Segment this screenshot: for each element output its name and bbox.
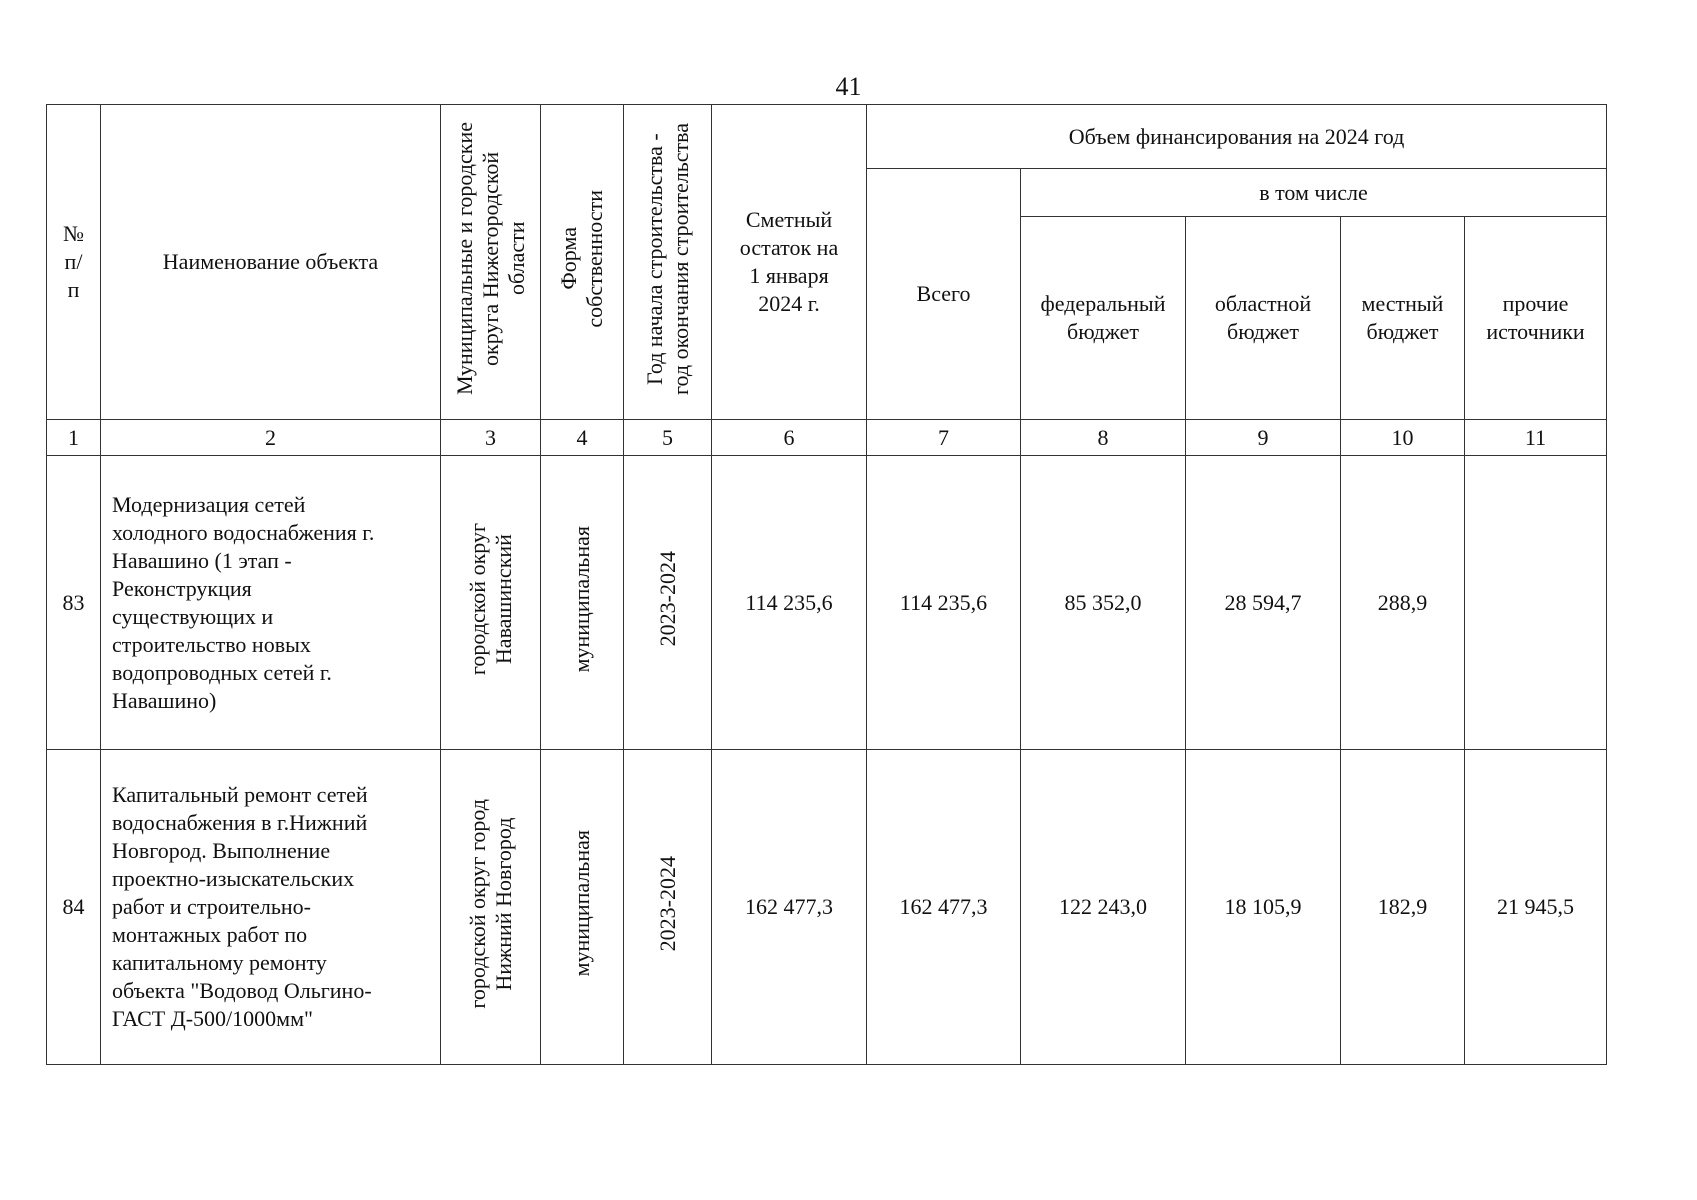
estimate-value: 162 477,3 (712, 750, 867, 1065)
financing-table (46, 104, 1607, 1065)
total-value: 114 235,6 (867, 456, 1021, 750)
municipality-cell (441, 750, 541, 1065)
ownership: муниципальная (569, 830, 594, 977)
column-number: 9 (1186, 420, 1341, 456)
table-row (47, 750, 1607, 1065)
federal-value: 85 352,0 (1021, 456, 1186, 750)
header-total: Всего (867, 169, 1021, 420)
years: 2023-2024 (654, 855, 680, 952)
column-number: 11 (1465, 420, 1607, 456)
column-number: 1 (47, 420, 101, 456)
header-ownership: Форма собственности (541, 105, 624, 420)
municipality: городской округ город Нижний Новгород (464, 798, 516, 1009)
federal-value: 122 243,0 (1021, 750, 1186, 1065)
column-number: 10 (1341, 420, 1465, 456)
header-including: в том числе (1021, 169, 1607, 217)
header-local: местный бюджет (1341, 217, 1465, 420)
local-value: 182,9 (1341, 750, 1465, 1065)
header-name: Наименование объекта (101, 105, 441, 420)
column-number-row (47, 420, 1607, 456)
object-name-cell (101, 750, 441, 1065)
column-number: 5 (624, 420, 712, 456)
regional-value: 28 594,7 (1186, 456, 1341, 750)
column-number: 6 (712, 420, 867, 456)
estimate-value: 114 235,6 (712, 456, 867, 750)
header-funding-group: Объем финансирования на 2024 год (867, 105, 1607, 169)
other-value: 21 945,5 (1465, 750, 1607, 1065)
header-regional: областной бюджет (1186, 217, 1341, 420)
header-estimate: Сметный остаток на 1 января 2024 г. (712, 105, 867, 420)
years-cell (624, 456, 712, 750)
header-num: № п/ п (47, 105, 101, 420)
object-name: Капитальный ремонт сетей водоснабжения в г.Нижний Новгород. Выполнение проектно-изыскательских работ и строительно- монтажных работ по капитальному ремонту объекта "Водовод Ольгино- ГАСТ Д-500/1000мм" (112, 782, 372, 1031)
years-cell (624, 750, 712, 1065)
ownership-cell (541, 456, 624, 750)
years: 2023-2024 (654, 551, 680, 647)
header-other: прочие источники (1465, 217, 1607, 420)
header-federal: федеральный бюджет (1021, 217, 1186, 420)
column-number: 3 (441, 420, 541, 456)
municipality: городской округ Навашинский (464, 522, 516, 676)
row-num: 83 (47, 456, 101, 750)
table-row (47, 456, 1607, 750)
column-number: 8 (1021, 420, 1186, 456)
header-municipality: Муниципальные и городские округа Нижегородской области (441, 105, 541, 420)
header-years: Год начала строительства - год окончания строительства (624, 105, 712, 420)
total-value: 162 477,3 (867, 750, 1021, 1065)
other-value (1465, 456, 1607, 750)
column-number: 4 (541, 420, 624, 456)
row-num: 84 (47, 750, 101, 1065)
local-value: 288,9 (1341, 456, 1465, 750)
regional-value: 18 105,9 (1186, 750, 1341, 1065)
object-name: Модернизация сетей холодного водоснабжения г. Навашино (1 этап - Реконструкция существующих и строительство новых водопроводных сетей г. Навашино) (112, 491, 375, 713)
column-number: 2 (101, 420, 441, 456)
page-number: 41 (835, 72, 862, 101)
ownership: муниципальная (569, 525, 594, 673)
column-number: 7 (867, 420, 1021, 456)
municipality-cell (441, 456, 541, 750)
ownership-cell (541, 750, 624, 1065)
object-name-cell (101, 456, 441, 750)
